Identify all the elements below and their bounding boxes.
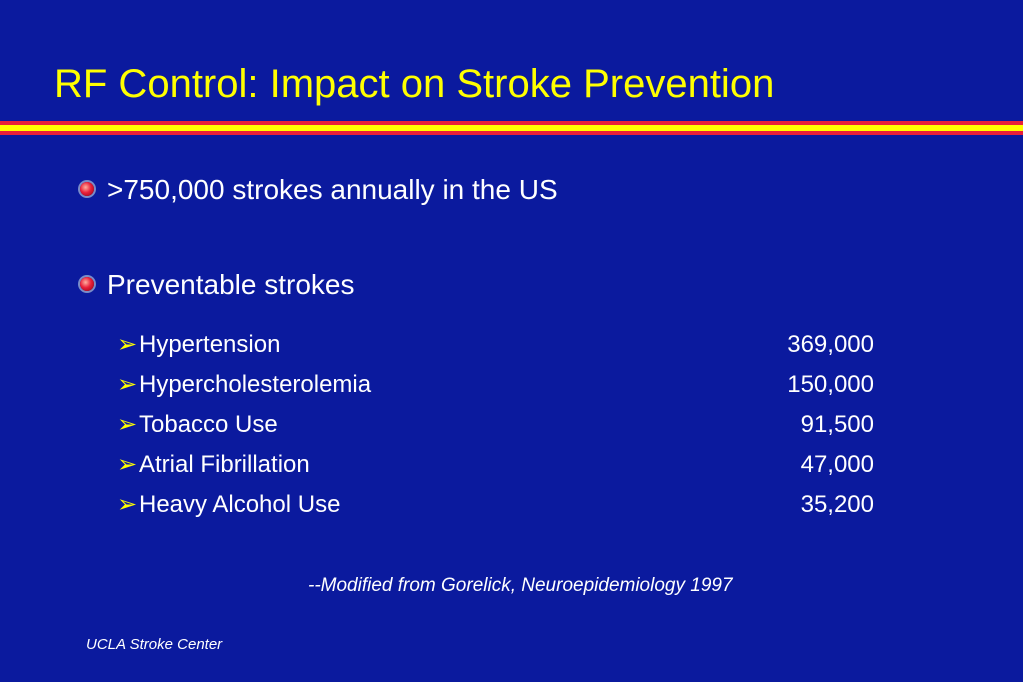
risk-factor-label: Atrial Fibrillation <box>139 451 310 478</box>
list-item-tobacco-use <box>117 405 877 445</box>
red-sphere-bullet-icon <box>80 277 94 291</box>
list-item-heavy-alcohol-use <box>117 485 877 525</box>
stroke-count-value: 47,000 <box>800 451 874 478</box>
arrow-bullet-icon: ➢ <box>117 331 138 358</box>
arrow-bullet-icon: ➢ <box>117 491 138 518</box>
arrow-bullet-icon: ➢ <box>117 371 138 398</box>
risk-factor-label: Hypercholesterolemia <box>139 371 372 398</box>
risk-factor-label: Tobacco Use <box>139 411 278 438</box>
title-rule-red-bottom <box>0 131 1023 135</box>
stroke-count-value: 91,500 <box>800 411 874 438</box>
bullet-text: Preventable strokes <box>107 269 355 300</box>
bullet-text: >750,000 strokes annually in the US <box>107 174 558 205</box>
list-item-atrial-fibrillation <box>117 445 877 485</box>
slide-title: RF Control: Impact on Stroke Prevention <box>54 62 775 106</box>
arrow-bullet-icon: ➢ <box>117 451 138 478</box>
bullet-strokes-annually <box>80 172 558 208</box>
red-sphere-bullet-icon <box>80 182 94 196</box>
stroke-count-value: 369,000 <box>787 331 874 358</box>
citation: --Modified from Gorelick, Neuroepidemiology 1997 <box>308 575 733 596</box>
stroke-count-value: 35,200 <box>800 491 874 518</box>
list-item-hypercholesterolemia <box>117 365 877 405</box>
bullet-preventable-strokes <box>80 267 354 303</box>
risk-factor-label: Hypertension <box>139 331 281 358</box>
footer-organization: UCLA Stroke Center <box>86 636 223 653</box>
risk-factor-label: Heavy Alcohol Use <box>139 491 341 518</box>
preventable-strokes-list <box>117 325 877 525</box>
list-item-hypertension <box>117 325 877 365</box>
stroke-count-value: 150,000 <box>787 371 874 398</box>
arrow-bullet-icon: ➢ <box>117 411 138 438</box>
